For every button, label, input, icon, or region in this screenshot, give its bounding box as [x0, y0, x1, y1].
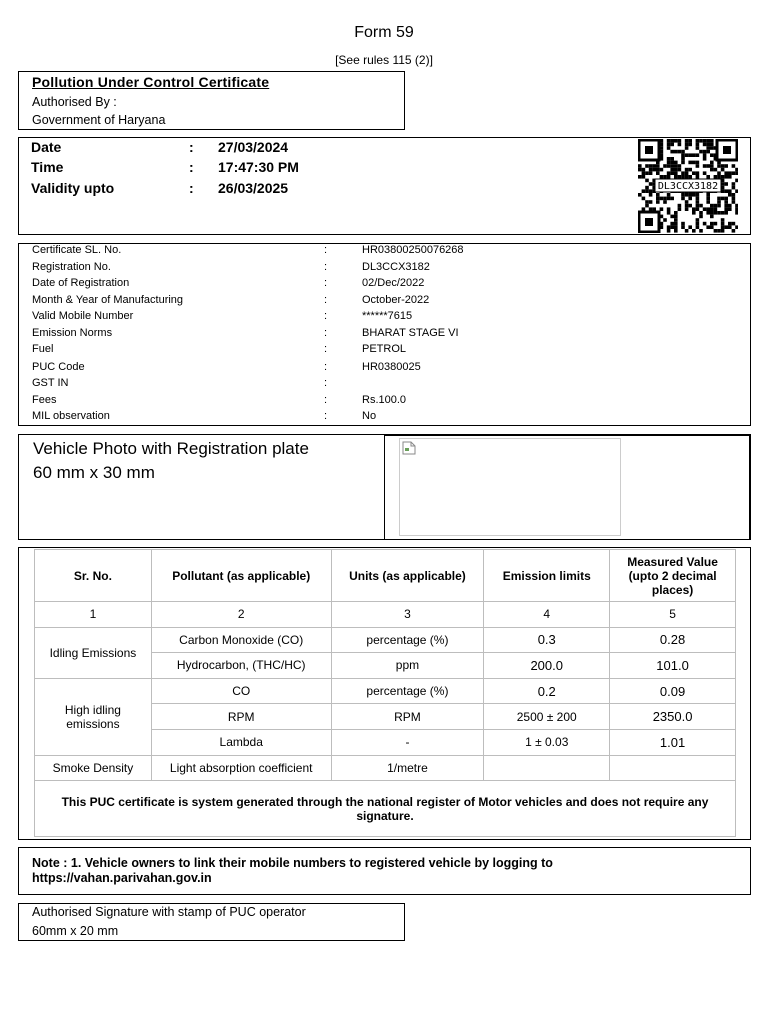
limit-cell: 0.3 — [484, 627, 610, 653]
index-cell: 4 — [484, 602, 610, 628]
pollutant-cell: RPM — [151, 704, 331, 730]
detail-value: Rs.100.0 — [362, 393, 407, 406]
detail-label: Emission Norms — [32, 326, 113, 339]
unit-cell: percentage (%) — [331, 678, 484, 704]
note-box — [18, 847, 751, 895]
rules-reference: [See rules 115 (2)] — [335, 53, 433, 67]
table-footer-row — [35, 781, 736, 837]
separator: : — [324, 360, 328, 373]
validity-label: Validity upto — [31, 180, 115, 196]
header-sr-no: Sr. No. — [35, 550, 152, 602]
table-index-row — [35, 602, 736, 628]
header-measured-value: Measured Value (upto 2 decimal places) — [610, 550, 736, 602]
separator: : — [324, 310, 328, 322]
detail-label: Registration No. — [32, 260, 111, 273]
detail-row — [32, 361, 732, 377]
issue-info-box — [18, 137, 751, 235]
unit-cell: - — [331, 729, 484, 755]
unit-cell: ppm — [331, 653, 484, 679]
detail-value: 02/Dec/2022 — [362, 277, 425, 289]
detail-row — [32, 277, 732, 293]
signature-label: Authorised Signature with stamp of PUC operator — [32, 905, 306, 919]
detail-value: October-2022 — [362, 294, 430, 306]
detail-label: Certificate SL. No. — [32, 244, 122, 256]
note-text: Note : 1. Vehicle owners to link their mobile numbers to registered vehicle by logging to https://vahan.parivahan.gov.in — [32, 856, 553, 885]
group-smoke: Smoke Density — [35, 755, 152, 781]
separator: : — [324, 326, 328, 339]
time-label: Time — [31, 159, 64, 175]
broken-image-icon — [402, 441, 416, 455]
form-title: Form 59 — [354, 24, 414, 41]
header-pollutant: Pollutant (as applicable) — [151, 550, 331, 602]
measured-cell: 0.28 — [610, 627, 736, 653]
measured-cell: 101.0 — [610, 653, 736, 679]
vehicle-photo-placeholder — [399, 438, 621, 536]
table-row — [35, 755, 736, 781]
separator: : — [189, 180, 194, 196]
unit-cell: percentage (%) — [331, 627, 484, 653]
detail-row — [32, 377, 732, 393]
detail-label: GST IN — [32, 377, 69, 389]
group-idling: Idling Emissions — [35, 627, 152, 678]
separator: : — [189, 159, 194, 175]
emission-table — [34, 549, 736, 837]
detail-value: PETROL — [362, 343, 407, 355]
date-label: Date — [31, 139, 62, 155]
limit-cell: 0.2 — [484, 678, 610, 704]
separator: : — [324, 343, 328, 355]
emission-results-box — [18, 547, 751, 840]
pollutant-cell: Light absorption coefficient — [151, 755, 331, 781]
pollutant-cell: Hydrocarbon, (THC/HC) — [151, 653, 331, 679]
table-row — [35, 627, 736, 653]
limit-cell: 200.0 — [484, 653, 610, 679]
vehicle-photo-box — [18, 434, 751, 540]
index-cell: 5 — [610, 602, 736, 628]
limit-cell — [484, 755, 610, 781]
separator: : — [324, 277, 328, 289]
detail-value: HR03800250076268 — [362, 244, 464, 256]
group-high-idling: High idling emissions — [35, 678, 152, 755]
measured-cell: 0.09 — [610, 678, 736, 704]
separator: : — [324, 410, 328, 422]
measured-cell — [610, 755, 736, 781]
index-cell: 3 — [331, 602, 484, 628]
signature-size: 60mm x 20 mm — [32, 924, 119, 938]
unit-cell: 1/metre — [331, 755, 484, 781]
limit-cell: 1 ± 0.03 — [484, 729, 610, 755]
separator: : — [324, 244, 328, 256]
detail-label: PUC Code — [32, 360, 85, 373]
separator: : — [324, 393, 328, 406]
table-header-row — [35, 550, 736, 602]
certificate-title: Pollution Under Control Certificate — [32, 74, 270, 90]
header-units: Units (as applicable) — [331, 550, 484, 602]
header-emission-limits: Emission limits — [484, 550, 610, 602]
detail-row — [32, 394, 732, 410]
detail-row — [32, 327, 732, 343]
detail-row — [32, 261, 732, 277]
time-value: 17:47:30 PM — [218, 159, 299, 175]
detail-label: Month & Year of Manufacturing — [32, 294, 184, 306]
unit-cell: RPM — [331, 704, 484, 730]
detail-value: ******7615 — [362, 310, 413, 322]
photo-size: 60 mm x 30 mm — [33, 463, 155, 482]
detail-row — [32, 244, 732, 260]
table-row — [35, 678, 736, 704]
qr-overlay-text: DL3CCX3182 — [657, 181, 719, 192]
validity-value: 26/03/2025 — [218, 180, 289, 196]
detail-label: MIL observation — [32, 410, 110, 422]
limit-cell: 2500 ± 200 — [484, 704, 610, 730]
certificate-authority-box — [18, 71, 405, 130]
pollutant-cell: Lambda — [151, 729, 331, 755]
authority-name: Government of Haryana — [32, 113, 166, 127]
separator: : — [324, 260, 328, 273]
index-cell: 1 — [35, 602, 152, 628]
index-cell: 2 — [151, 602, 331, 628]
measured-cell: 2350.0 — [610, 704, 736, 730]
pollutant-cell: Carbon Monoxide (CO) — [151, 627, 331, 653]
vehicle-details-box — [18, 243, 751, 426]
detail-label: Fuel — [32, 343, 54, 355]
detail-label: Valid Mobile Number — [32, 310, 134, 322]
detail-row — [32, 343, 732, 359]
detail-value: DL3CCX3182 — [362, 260, 430, 273]
date-value: 27/03/2024 — [218, 139, 289, 155]
separator: : — [324, 377, 328, 389]
system-generated-note: This PUC certificate is system generated through the national register of Motor vehicles and does not require any signature. — [35, 781, 736, 837]
separator: : — [324, 294, 328, 306]
qr-code-icon — [638, 139, 738, 233]
detail-row — [32, 310, 732, 326]
detail-row — [32, 410, 732, 426]
detail-label: Date of Registration — [32, 277, 130, 289]
separator: : — [189, 139, 194, 155]
photo-frame — [384, 435, 750, 539]
authorised-by-label: Authorised By : — [32, 95, 117, 109]
measured-cell: 1.01 — [610, 729, 736, 755]
detail-label: Fees — [32, 393, 57, 406]
photo-caption: Vehicle Photo with Registration plate — [33, 439, 309, 458]
detail-value: HR0380025 — [362, 360, 421, 373]
detail-value: No — [362, 410, 377, 422]
pollutant-cell: CO — [151, 678, 331, 704]
signature-box — [18, 903, 405, 941]
detail-row — [32, 294, 732, 310]
detail-value: BHARAT STAGE VI — [362, 326, 459, 339]
